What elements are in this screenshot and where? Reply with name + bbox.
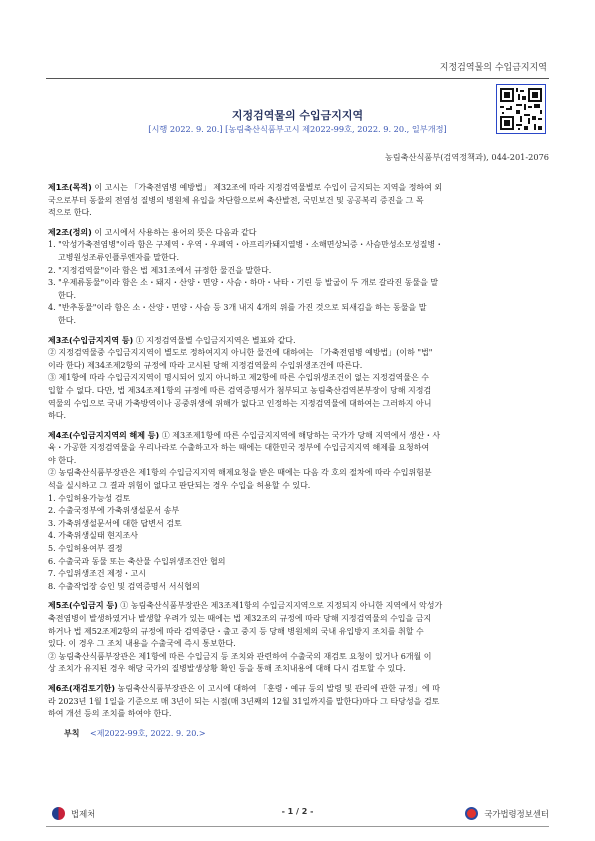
header-divider <box>46 78 549 79</box>
article-text: 육・가공한 지정검역물을 우리나라로 수출하고자 하는 때에는 대한민국 정부에 수입금지지역 해제를 요청하여 <box>48 443 430 453</box>
article-1 <box>48 182 548 220</box>
article-2 <box>48 227 548 328</box>
article-6 <box>48 683 548 721</box>
law-center-logo-icon <box>465 807 478 820</box>
article-item: 한다. <box>58 315 76 325</box>
article-text: 야 한다. <box>48 455 77 465</box>
article-item: 한다. <box>58 290 76 300</box>
article-item: 1. 수입허용가능성 검토 <box>48 493 131 503</box>
article-label: 제3조(수입금지지역 등) <box>48 335 134 345</box>
article-text: ① 농림축산식품부장관은 제3조제1항의 수입금지지역으로 지정되지 아니한 지역에서 악성가 <box>117 601 443 611</box>
article-text: ① 제3조제1항에 따른 수입금지지역에 해당하는 국가가 당해 지역에서 생산・사 <box>159 430 441 440</box>
document-body <box>48 182 548 740</box>
article-item: 2. "지정검역물"이라 함은 법 제31조에서 규정한 물건을 말한다. <box>48 265 272 275</box>
article-text: 석을 실시하고 그 결과 위험이 없다고 판단되는 경우 수입을 허용할 수 있다. <box>48 481 311 491</box>
article-text: 하다. <box>48 411 66 421</box>
footer-divider <box>46 826 549 827</box>
article-text: 이라 한다) 제34조제2항의 규정에 따라 고시된 당해 지정검역물의 수입위생조건에 따른다. <box>48 360 363 370</box>
article-item: 1. "악성가축전염병"이라 함은 구제역・우역・우폐역・아프리카돼지열병・소해면상뇌증・사슴만성소모성질병・ <box>48 240 444 250</box>
article-text: 하거나 법 제52조제2항의 규정에 따라 검역중단・출고 중지 등 당해 병원체의 국내 유입방지 조치를 취할 수 <box>48 626 424 636</box>
supplement-link[interactable]: <제2022-99호, 2022. 9. 20.> <box>90 728 206 738</box>
article-item: 5. 수입허용여부 결정 <box>48 544 123 554</box>
supplementary-provision <box>48 728 548 741</box>
article-label: 제6조(재검토기한) <box>48 683 115 693</box>
document-title: 지정검역물의 수입금지지역 <box>231 109 364 122</box>
enforcement-info: [시행 2022. 9. 20.] [농림축산식품부고시 제2022-99호, 2022. 9. 20., 일부개정] <box>148 124 447 134</box>
supplement-label: 부칙 <box>64 728 80 738</box>
article-3 <box>48 335 548 423</box>
article-text: 이 고시에서 사용하는 용어의 뜻은 다음과 같다 <box>91 227 257 237</box>
article-item: 4. "반추동물"이라 함은 소・산양・면양・사슴 등 3개 내지 4개의 위를 가진 것으로 되새김을 하는 동물을 말 <box>48 303 427 313</box>
article-text: 역물의 수입으로 국내 가축방역이나 공중위생에 위해가 없다고 인정하는 지정검역물에 대하여는 그러하지 아니 <box>48 398 432 408</box>
article-4 <box>48 430 548 594</box>
article-label: 제2조(정의) <box>48 227 92 237</box>
running-title: 지정검역물의 수입금지지역 <box>439 63 547 73</box>
article-label: 제5조(수입금지 등) <box>48 601 118 611</box>
article-text: 이 고시는 「가축전염병 예방법」 제32조에 따라 지정검역물별로 수입이 금지되는 지역을 정하여 외 <box>91 183 443 192</box>
page-number: - 1 / 2 - <box>281 807 314 816</box>
article-text: ② 농림축산식품부장관은 제1항에 따른 수입금지 등 조치와 관련하여 수출국의 재검토 요청이 있거나 6개월 이 <box>48 651 432 661</box>
article-text: 입할 수 없다. 다만, 법 제34조제1항의 규정에 따른 검역증명서가 첨부되고 농림축산검역본부장이 당해 지정검 <box>48 385 432 395</box>
article-text: 적으로 한다. <box>48 208 92 218</box>
article-text: 상 조치가 유지된 경우 해당 국가의 질병발생상황 확인 등을 통해 조치내용에 대해 다시 검토할 수 있다. <box>48 664 406 674</box>
article-label: 제4조(수입금지지역의 해제 등) <box>48 430 160 440</box>
article-item: 2. 수출국정부에 가축위생설문서 송부 <box>48 506 180 516</box>
article-text: ③ 제1항에 따라 수입금지지역이 명시되어 있지 아니하고 제2항에 따른 수입위생조건이 없는 지정검역물은 수 <box>48 373 429 383</box>
footer-center-name: 국가법령정보센터 <box>484 808 549 819</box>
article-text: 하여 개선 등의 조치를 하여야 한다. <box>48 709 172 719</box>
article-item: 8. 수출작업장 승인 및 검역증명서 서식협의 <box>48 581 200 591</box>
article-text: 라 2023년 1월 1일을 기준으로 매 3년이 되는 시점(매 3년째의 12월 31일까지를 말한다)마다 그 타당성을 검토 <box>48 696 440 706</box>
article-text: 농림축산식품부장관은 이 고시에 대하여 「훈령・예규 등의 발령 및 관리에 관한 규정」에 따 <box>114 683 440 693</box>
article-item: 고병원성조류인플루엔자를 말한다. <box>58 252 180 262</box>
article-item: 4. 가축위생실태 현지조사 <box>48 531 138 541</box>
article-item: 7. 수입위생조건 제정・고시 <box>48 569 146 579</box>
footer-ministry: 법제처 <box>71 808 96 819</box>
article-text: 국으로부터 동물의 전염성 질병의 병원체 유입을 차단함으로써 축산발전, 국민보건 및 공공복리 증진을 그 목 <box>48 195 424 205</box>
article-item: 3. "우제류동물"이라 함은 소・돼지・산양・면양・사슴・하마・낙타・기린 등 발굽이 두 개로 갈라진 동물을 말 <box>48 278 439 288</box>
article-text: ② 지정검역물중 수입금지지역이 별도로 정하여지지 아니한 물건에 대하여는 「가축전염병 예방법」(이하 "법" <box>48 348 433 358</box>
agency-contact: 농림축산식품부(검역정책과), 044-201-2076 <box>384 152 549 162</box>
article-5 <box>48 600 548 676</box>
article-text: ① 지정검역물별 수입금지지역은 별표와 같다. <box>133 335 296 345</box>
article-label: 제1조(목적) <box>48 183 92 192</box>
article-text: 축전염병이 발생하였거나 발생할 우려가 있는 때에는 법 제32조의 규정에 따라 당해 지정검역물의 수입을 금지 <box>48 614 432 623</box>
article-item: 6. 수출국과 동물 또는 축산물 수입위생조건안 협의 <box>48 556 226 566</box>
article-item: 3. 가축위생설문서에 대한 답변서 검토 <box>48 518 182 528</box>
footer-right <box>465 807 549 820</box>
article-text: ② 농림축산식품부장관은 제1항의 수입금지지역 해제요청을 받은 때에는 다음 각 호의 절차에 따라 수입위험분 <box>48 468 432 478</box>
article-text: 있다. 이 경우 그 조치 내용을 수출국에 즉시 통보한다. <box>48 639 236 649</box>
